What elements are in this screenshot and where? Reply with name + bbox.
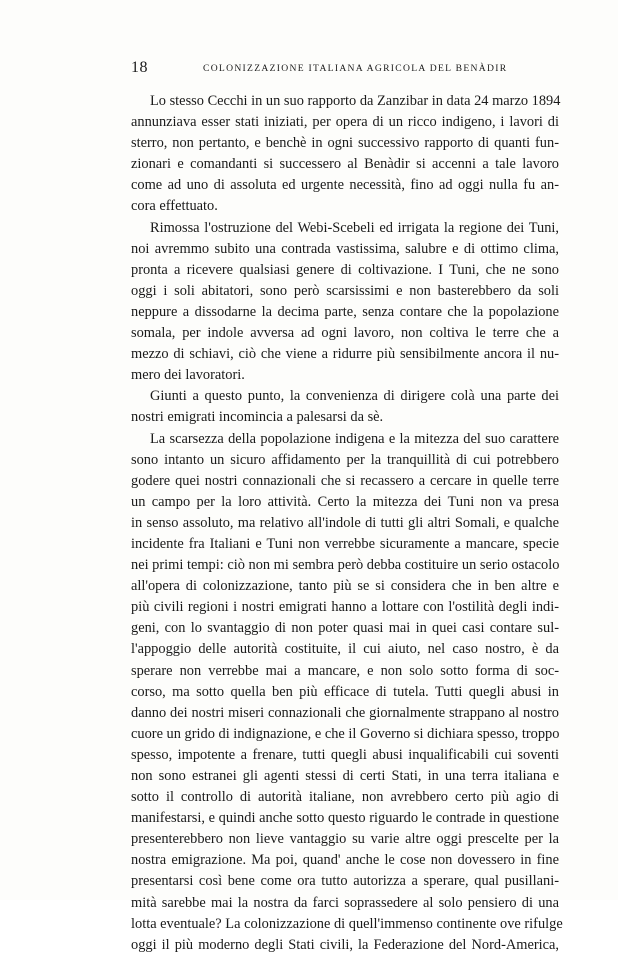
text-line: La scarsezza della popolazione indigena e la mitezza del suo carattere — [150, 430, 559, 447]
text-line: sperare non verrebbe mai a mancare, e non solo sotto forma di soc- — [131, 662, 559, 679]
text-line: cuore un grido di indignazione, e che il Governo si dichiara spesso, troppo — [131, 725, 560, 742]
text-line: danno dei nostri miseri connazionali che giornalmente strappano al nostro — [131, 704, 559, 721]
text-line: nei primi tempi: ciò non mi sembra però debba costituire un serio ostacolo — [131, 557, 560, 574]
text-line: somala, per indole avversa ad ogni lavoro, non coltiva le terre che a — [131, 325, 559, 342]
text-line: lotta eventuale? La colonizzazione di quell'immenso continente ove rifulge — [131, 915, 563, 932]
text-line: presenterebbero non lieve vantaggio su varie altre oggi prescelte per la — [131, 831, 559, 848]
text-line: in senso assoluto, ma relativo all'indole di tutti gli altri Somali, e qualche — [131, 514, 559, 531]
text-line: nostra emigrazione. Ma poi, quand' anche le cose non dovessero in fine — [131, 852, 559, 869]
text-line: mezzo di schiavi, ciò che viene a ridurre più sensibilmente ancora il nu- — [131, 346, 559, 363]
text-line: l'appoggio delle autorità costituite, il cui aiuto, nel caso nostro, è da — [131, 641, 559, 658]
running-title: COLONIZZAZIONE ITALIANA AGRICOLA DEL BENÀDIR — [203, 63, 508, 74]
text-line: cora effettuato. — [131, 198, 218, 215]
text-line: noi avremmo subito una contrada vastissima, salubre e di ottimo clima, — [131, 240, 559, 257]
page-number: 18 — [131, 59, 148, 76]
text-line: neppure a dissodarne la decima parte, senza contare che la popolazione — [131, 303, 559, 320]
text-line: zionari e comandanti si successero al Benàdir si accenni a tale lavoro — [131, 156, 559, 173]
text-line: oggi i soli abitatori, sono però scarsissimi e non basterebbero da soli — [131, 282, 559, 299]
text-line: non sono estranei gli agenti stessi di certi Stati, in una terra italiana e — [131, 768, 559, 784]
text-line: incidente fra Italiani e Tuni non verrebbe sicuramente a mancare, specie — [131, 535, 559, 552]
text-line: nostri emigrati incomincia a palesarsi da sè. — [131, 409, 384, 426]
text-line: corso, ma sotto quella ben più efficace di tutela. Tutti quegli abusi in — [131, 683, 559, 700]
text-line: all'opera di colonizzazione, tanto più se si considera che in ben altre e — [131, 578, 559, 595]
text-line: geni, con lo svantaggio di non poter quasi mai in quei casi contare sul- — [131, 620, 559, 637]
text-line: annunziava esser stati iniziati, per opera di un ricco indigeno, i lavori di — [131, 114, 559, 131]
page-header — [131, 59, 557, 79]
text-line: Lo stesso Cecchi in un suo rapporto da Zanzibar in data 24 marzo 1894 — [150, 93, 561, 109]
text-line: pronta a ricevere qualsiasi genere di coltivazione. I Tuni, che ne sono — [131, 261, 559, 278]
text-line: oggi il più moderno degli Stati civili, la Federazione del Nord-America, — [131, 936, 559, 953]
text-line: sotto il controllo di autorità italiane, non avrebbero certo più agio di — [131, 789, 559, 806]
text-line: mero dei lavoratori. — [131, 367, 245, 384]
text-line: spesso, impotente a frenare, tutti quegli abusi inqualificabili cui soventi — [131, 746, 559, 763]
text-line: godere quei nostri connazionali che si recassero a cercare in quelle terre — [131, 472, 559, 489]
text-line: sono intanto un sicuro affidamento per la tranquillità di cui potrebbero — [131, 451, 559, 468]
text-line: Rimossa l'ostruzione del Webi-Scebeli ed irrigata la regione dei Tuni, — [150, 219, 559, 236]
text-line: come ad uno di assoluta ed urgente necessità, fino ad oggi nulla fu an- — [131, 177, 559, 194]
text-line: sterro, non pertanto, e benchè in ogni successivo rapporto di quanti fun- — [131, 135, 559, 152]
text-line: mità sarebbe mai la nostra da farci soprassedere al solo pensiero di una — [131, 894, 559, 911]
text-line: un campo per la loro attività. Certo la mitezza dei Tuni non va presa — [131, 493, 559, 510]
text-line: più civili regioni i nostri emigrati hanno a lottare con l'ostilità degli indi- — [131, 599, 559, 616]
text-line: presentarsi così bene come ora tutto autorizza a sperare, qual pusillani- — [131, 873, 559, 890]
text-line: Giunti a questo punto, la convenienza di dirigere colà una parte dei — [150, 388, 559, 405]
body-text — [131, 91, 563, 956]
text-line: manifestarsi, e quindi anche sotto questo riguardo le contrade in questione — [131, 810, 559, 827]
